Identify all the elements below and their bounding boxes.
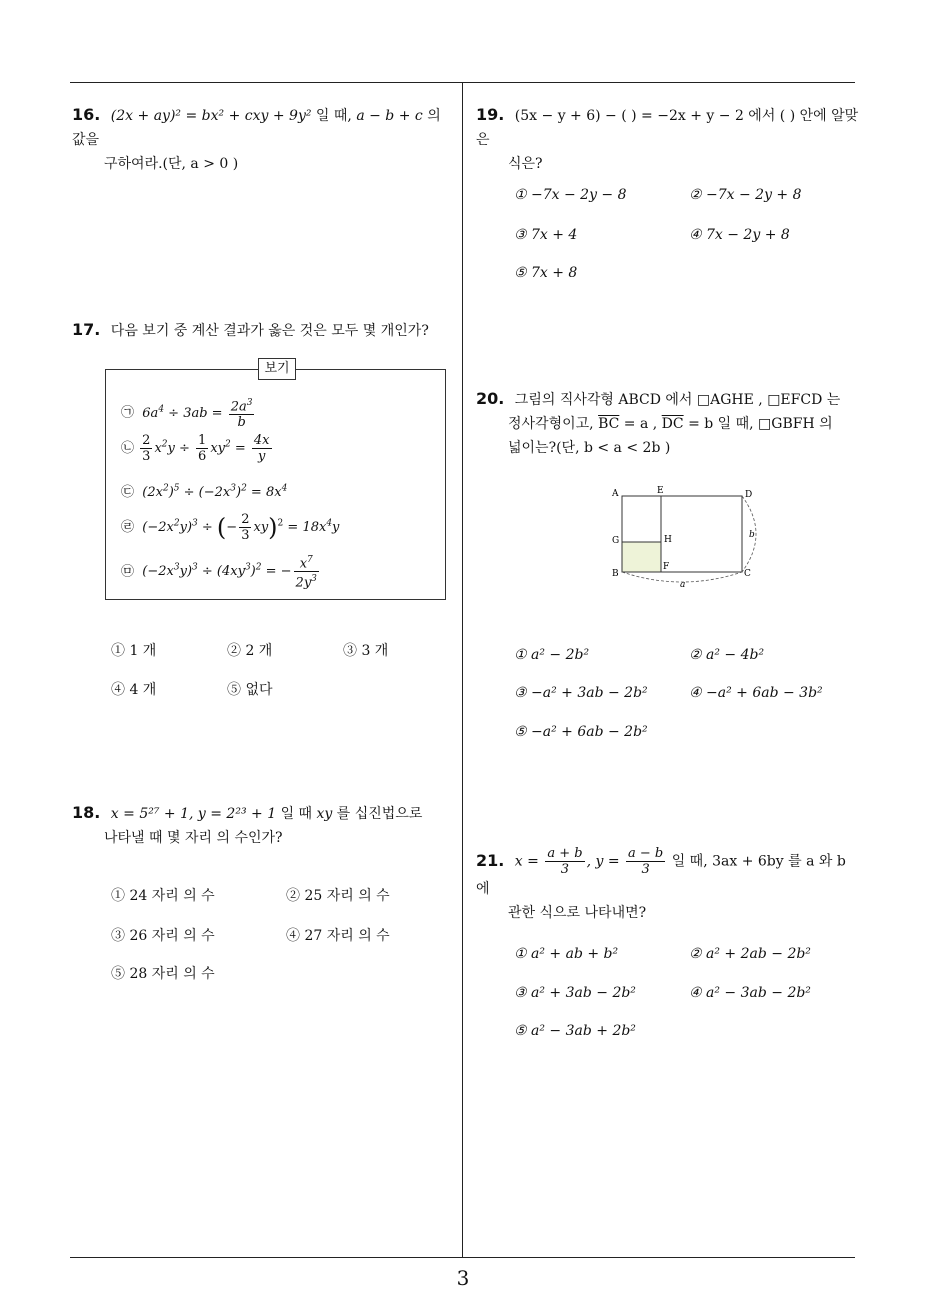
- text: 구하여라.(단, a > 0 ): [104, 156, 239, 172]
- page-number: 3: [456, 1266, 470, 1290]
- text: 의 값을: [72, 108, 441, 148]
- option-1[interactable]: ① 24 자리 의 수: [111, 888, 215, 904]
- text: 일 때: [280, 806, 313, 822]
- label-f: F: [663, 562, 670, 572]
- expression: a − b + c: [356, 108, 423, 124]
- question-number: 21.: [476, 850, 505, 870]
- question-number: 19.: [476, 105, 505, 124]
- bogi-item-4: ㉣ $(-2x^2y)^3$ ÷ (− $\frac{2}{3}$ $xy)^2 = 18x^4y$: [121, 512, 340, 543]
- question-text: 다음 보기 중 계산 결과가 옳은 것은 모두 몇 개인가?: [110, 323, 429, 339]
- option-5[interactable]: ⑤ 7x + 8: [514, 265, 578, 281]
- question-text: (5x − y + 6) − ( ) = −2x + y − 2 에서 ( ) 안에 알맞은: [476, 108, 859, 148]
- option-5[interactable]: ⑤ a² − 3ab + 2b²: [514, 1023, 636, 1039]
- text: 나타낼 때 몇 자리 의 수인가?: [104, 830, 283, 846]
- option-4[interactable]: ④ 27 자리 의 수: [286, 928, 390, 944]
- bogi-item-3: ㉢ $(2x^2)^5 \div (-2x^3)^2 = 8x^4$: [121, 483, 288, 500]
- label-e: E: [657, 486, 664, 496]
- option-2[interactable]: ② a² − 4b²: [689, 647, 765, 663]
- option-3[interactable]: ③ a² + 3ab − 2b²: [514, 985, 636, 1001]
- option-3[interactable]: ③ −a² + 3ab − 2b²: [514, 685, 648, 701]
- label-g: G: [612, 536, 620, 546]
- equation: x = 5²⁷ + 1, y = 2²³ + 1: [110, 806, 277, 822]
- x-fraction: $\frac{a + b}{3}$: [547, 846, 583, 877]
- option-1[interactable]: ① 1 개: [111, 643, 157, 659]
- marker: ㉤: [121, 564, 135, 580]
- option-5[interactable]: ⑤ 없다: [227, 682, 273, 698]
- option-3[interactable]: ③ 3 개: [343, 643, 389, 659]
- question-21: 21. x = $\frac{a + b}{3}$ , y = $\frac{a - b}{3}$ 일 때, 3ax + 6by 를 a 와 b 에 관한 식으로 나타내면?: [476, 846, 846, 921]
- text: 정사각형이고,: [508, 416, 594, 432]
- expression: xy: [316, 806, 333, 822]
- question-number: 17.: [72, 320, 101, 339]
- option-2[interactable]: ② 25 자리 의 수: [286, 888, 390, 904]
- question-number: 18.: [72, 803, 101, 822]
- text: 일 때,: [315, 108, 352, 124]
- bogi-item-1: ㉠ $6a^4 \div 3ab$ = $\frac{2a^3}{b}$: [121, 398, 253, 431]
- option-2[interactable]: ② 2 개: [227, 643, 273, 659]
- marker: ㉠: [121, 405, 135, 421]
- text: 를 십진법으로: [336, 806, 423, 822]
- option-1[interactable]: ① a² − 2b²: [514, 647, 590, 663]
- label-c: C: [744, 569, 751, 579]
- text: = b 일 때, □GBFH 의: [688, 416, 833, 432]
- equation: (2x + ay)² = bx² + cxy + 9y²: [110, 108, 312, 124]
- segment-bc: $\overline{BC}$: [598, 416, 620, 432]
- label-length-a: a: [680, 580, 686, 590]
- text: 그림의 직사각형 ABCD 에서 □AGHE , □EFCD 는: [514, 392, 841, 408]
- option-4[interactable]: ④ 4 개: [111, 682, 157, 698]
- option-4[interactable]: ④ a² − 3ab − 2b²: [689, 985, 811, 1001]
- option-3[interactable]: ③ 7x + 4: [514, 227, 578, 243]
- y-fraction: $\frac{a - b}{3}$: [628, 846, 664, 877]
- bogi-label: 보기: [258, 358, 296, 380]
- marker: ㉡: [121, 441, 135, 456]
- segment-dc: $\overline{DC}$: [661, 416, 684, 432]
- text: = a ,: [623, 416, 658, 432]
- option-4[interactable]: ④ −a² + 6ab − 3b²: [689, 685, 823, 701]
- option-2[interactable]: ② −7x − 2y + 8: [689, 187, 802, 203]
- text: 넓이는?(단, b < a < 2b ): [508, 440, 671, 456]
- label-h: H: [664, 535, 672, 545]
- option-1[interactable]: ① −7x − 2y − 8: [514, 187, 627, 203]
- label-d: D: [745, 490, 753, 500]
- highlighted-region: [622, 542, 661, 572]
- option-5[interactable]: ⑤ −a² + 6ab − 2b²: [514, 724, 648, 740]
- option-5[interactable]: ⑤ 28 자리 의 수: [111, 966, 215, 982]
- text: 관한 식으로 나타내면?: [508, 905, 647, 921]
- text: 일 때, 3ax + 6by 를 a 와 b 에: [476, 853, 846, 897]
- marker: ㉢: [121, 485, 135, 500]
- label-b-point: B: [612, 569, 619, 579]
- bogi-item-5: ㉤ $(-2x^3y)^3 \div (4xy^3)^2$ = − $\frac{x^7}{2y^3}$: [121, 555, 317, 591]
- label-length-b: b: [749, 530, 755, 540]
- option-2[interactable]: ② a² + 2ab − 2b²: [689, 946, 811, 962]
- option-4[interactable]: ④ 7x − 2y + 8: [689, 227, 790, 243]
- marker: ㉣: [121, 520, 135, 535]
- option-1[interactable]: ① a² + ab + b²: [514, 946, 619, 962]
- option-3[interactable]: ③ 26 자리 의 수: [111, 928, 215, 944]
- question-number: 20.: [476, 389, 505, 408]
- label-a: A: [612, 489, 619, 499]
- question-number: 16.: [72, 105, 101, 124]
- bogi-item-2: ㉡ $\frac{2}{3}$ $x^2y$ ÷ $\frac{1}{6}$ $xy^2$ = $\frac{4x}{y}$: [121, 433, 270, 464]
- text: 식은?: [508, 156, 543, 172]
